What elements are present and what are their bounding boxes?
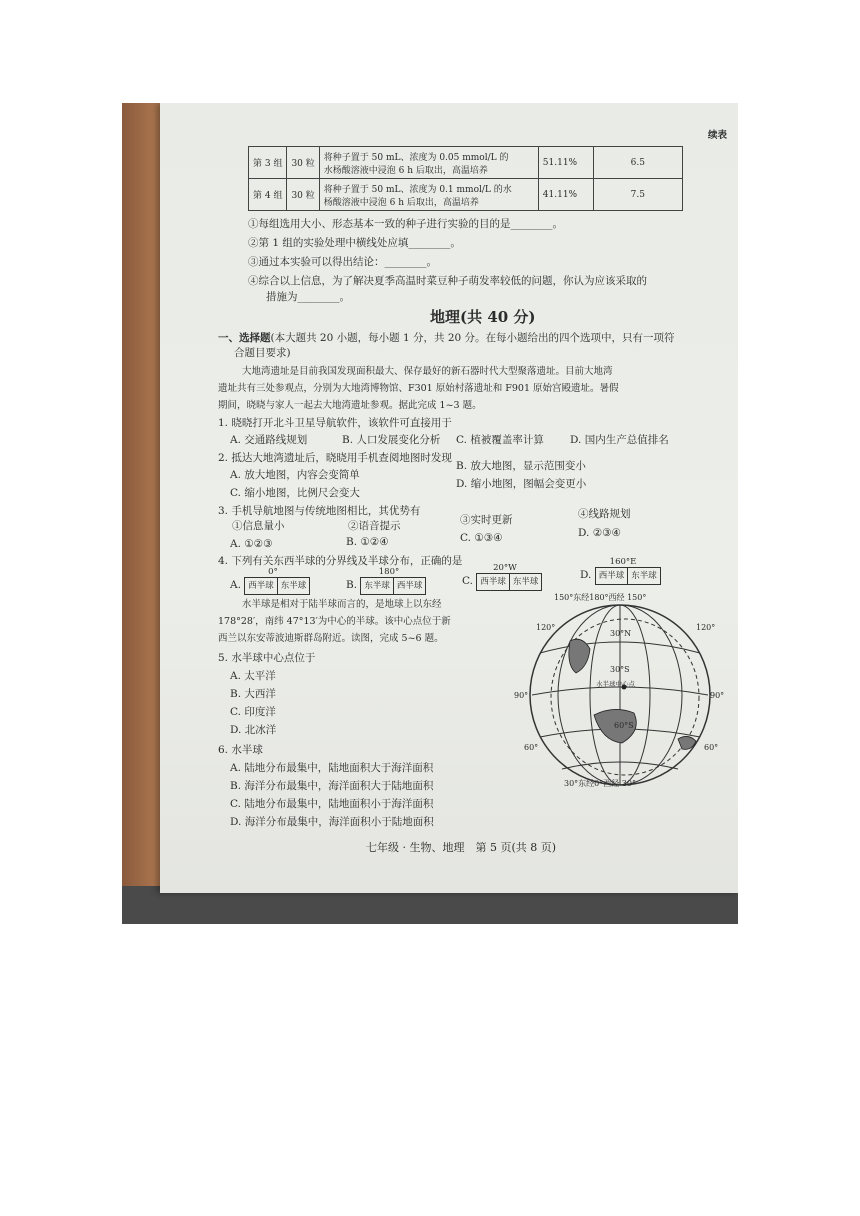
q1-stem: 1. 晓晓打开北斗卫星导航软件，该软件可直接用于 [218,417,452,429]
bio-experiment-table [248,146,683,211]
globe-lat-30n: 30°N [610,629,632,638]
q2-option-b[interactable]: B. 放大地图，显示范围变小 [456,460,586,472]
q4d-box [595,567,661,585]
globe-lat-60s: 60°S [614,721,634,730]
globe-center-label: 水半球中心点 [596,680,635,688]
q4a-degree: 0° [268,567,278,577]
section1-desc-cont: 合题目要求) [234,347,291,359]
globe-lat-30s: 30°S [610,665,630,674]
globe-lon-60w: 60° [524,743,539,752]
q6-option-c[interactable]: C. 陆地分布最集中，陆地面积小于海洋面积 [230,798,434,810]
treatment-line: 杨酸溶液中浸泡 6 h 后取出，高温培养 [323,197,479,208]
table-cell-group: 第 4 组 [249,179,287,211]
q3-option-d[interactable]: D. ②③④ [578,527,621,539]
q2-option-c[interactable]: C. 缩小地图，比例尺会变大 [230,487,360,499]
table-cell-rate: 41.11% [538,179,593,211]
q3-option-b[interactable]: B. ①②④ [346,536,389,548]
hemisphere-label: 东半球 [509,574,542,590]
table-cell-treatment [319,179,538,211]
q6-option-b[interactable]: B. 海洋分布最集中，海洋面积大于陆地面积 [230,780,434,792]
page-footer: 七年级 · 生物、地理 第 5 页(共 8 页) [366,841,557,854]
q4a-letter: A. [230,579,241,591]
globe-lon-90e: 90° [710,691,725,700]
globe-top-label: 150°东经180°西经 150° [554,593,647,602]
table-cell-treatment [319,147,538,179]
bio-question-4: ④综合以上信息，为了解决夏季高温时菜豆种子萌发率较低的问题，你认为应该采取的 [248,275,647,287]
hemisphere-label: 东半球 [627,568,660,584]
passage1-line: 期间，晓晓与家人一起去大地湾遗址参观。据此完成 1~3 题。 [218,400,482,411]
q3-stem: 3. 手机导航地图与传统地图相比，其优势有 [218,505,421,517]
hemisphere-label: 东半球 [277,578,310,594]
q1-option-a[interactable]: A. 交通路线规划 [230,434,308,446]
table-cell-value: 7.5 [593,179,682,211]
geography-title: 地理(共 40 分) [430,308,536,326]
q2-option-d[interactable]: D. 缩小地图，图幅会变更小 [456,478,587,490]
q1-option-d[interactable]: D. 国内生产总值排名 [570,434,669,446]
q5-option-b[interactable]: B. 大西洋 [230,688,276,700]
q4-option-d[interactable] [580,557,661,585]
hemisphere-label: 西半球 [393,578,426,594]
water-hemisphere-map [510,591,730,791]
q2-option-a[interactable]: A. 放大地图，内容会变简单 [230,469,360,481]
q5-option-a[interactable]: A. 太平洋 [230,670,276,682]
continued-label: 续表 [708,130,728,141]
table-row [249,147,683,179]
q6-option-a[interactable]: A. 陆地分布最集中，陆地面积大于海洋面积 [230,762,434,774]
q6-stem: 6. 水半球 [218,744,263,756]
bio-question-2: ②第 1 组的实验处理中横线处应填________。 [248,237,461,249]
q4c-box [476,573,542,591]
q4b-degree: 180° [378,567,400,577]
q4-option-c[interactable] [462,563,542,591]
treatment-line: 将种子置于 50 mL、浓度为 0.1 mmol/L 的水 [323,184,512,195]
q5-option-c[interactable]: C. 印度洋 [230,706,276,718]
section1-line1 [218,331,675,345]
q3-item-4: ④线路规划 [578,508,631,520]
q4d-letter: D. [580,569,592,581]
q2-stem: 2. 抵达大地湾遗址后，晓晓用手机查阅地图时发现 [218,452,452,464]
globe-lon-60e: 60° [704,743,719,752]
q3-item-3: ③实时更新 [460,514,513,526]
globe-lon-90w: 90° [514,691,529,700]
table-cell-count: 30 粒 [287,147,319,179]
passage2-line: 178°28′，南纬 47°13′为中心的半球。该中心点位于新 [218,616,451,627]
hemisphere-label: 东半球 [364,581,390,591]
q3-option-a[interactable]: A. ①②③ [230,538,273,550]
q4a-box [244,577,310,595]
globe-bottom-label: 30°东经0°西经 30° [564,779,636,788]
q1-option-b[interactable]: B. 人口发展变化分析 [342,434,441,446]
q5-option-d[interactable]: D. 北冰洋 [230,724,277,736]
q1-option-c[interactable]: C. 植被覆盖率计算 [456,434,544,446]
section1-desc: (本大题共 20 小题，每小题 1 分，共 20 分。在每小题给出的四个选项中，只有一项符 [270,332,675,344]
table-row [249,179,683,211]
q3-option-c[interactable]: C. ①③④ [460,532,503,544]
q4-stem: 4. 下列有关东西半球的分界线及半球分布，正确的是 [218,555,463,567]
wooden-table-edge [122,103,162,924]
table-cell-count: 30 粒 [287,179,319,211]
table-cell-value: 6.5 [593,147,682,179]
bio-question-4-cont: 措施为________。 [266,291,350,303]
q6-option-d[interactable]: D. 海洋分布最集中，海洋面积小于陆地面积 [230,816,434,828]
passage2-line: 西兰以东安蒂波迪斯群岛附近。读图，完成 5~6 题。 [218,633,444,644]
q4c-degree: 20°W [493,563,517,573]
q4-option-b[interactable] [346,567,426,595]
passage1-line: 遗址共有三处参观点，分别为大地湾博物馆、F301 原始村落遗址和 F901 原始宫殿遗址。暑假 [218,383,619,394]
q4d-degree: 160°E [609,557,637,567]
q3-item-1: ①信息量小 [232,520,285,532]
bio-question-1: ①每组选用大小、形态基本一致的种子进行实验的目的是________。 [248,218,563,230]
hemisphere-label: 西半球 [598,571,625,581]
section1-heading: 一、选择题 [218,332,271,344]
exam-page [160,103,738,893]
bio-question-3: ③通过本实验可以得出结论：________。 [248,256,437,268]
q3-item-2: ②语音提示 [348,520,401,532]
hemisphere-label: 西半球 [480,577,506,587]
q4-option-a[interactable] [230,567,310,595]
q4b-box [360,577,426,595]
table-cell-group: 第 3 组 [249,147,287,179]
table-cell-rate: 51.11% [538,147,593,179]
q5-stem: 5. 水半球中心点位于 [218,652,316,664]
treatment-line: 水杨酸溶液中浸泡 6 h 后取出，高温培养 [323,165,488,176]
q4b-letter: B. [346,579,358,591]
treatment-line: 将种子置于 50 mL、浓度为 0.05 mmol/L 的 [323,152,509,163]
globe-lon-120e: 120° [696,623,716,632]
hemisphere-label: 西半球 [248,581,274,591]
q4c-letter: C. [462,575,473,587]
passage2-line: 水半球是相对于陆半球而言的，是地球上以东经 [242,599,442,610]
document-photo [122,103,738,924]
passage1-line: 大地湾遗址是目前我国发现面积最大、保存最好的新石器时代大型聚落遗址。目前大地湾 [242,366,613,377]
globe-lon-120w: 120° [536,623,556,632]
